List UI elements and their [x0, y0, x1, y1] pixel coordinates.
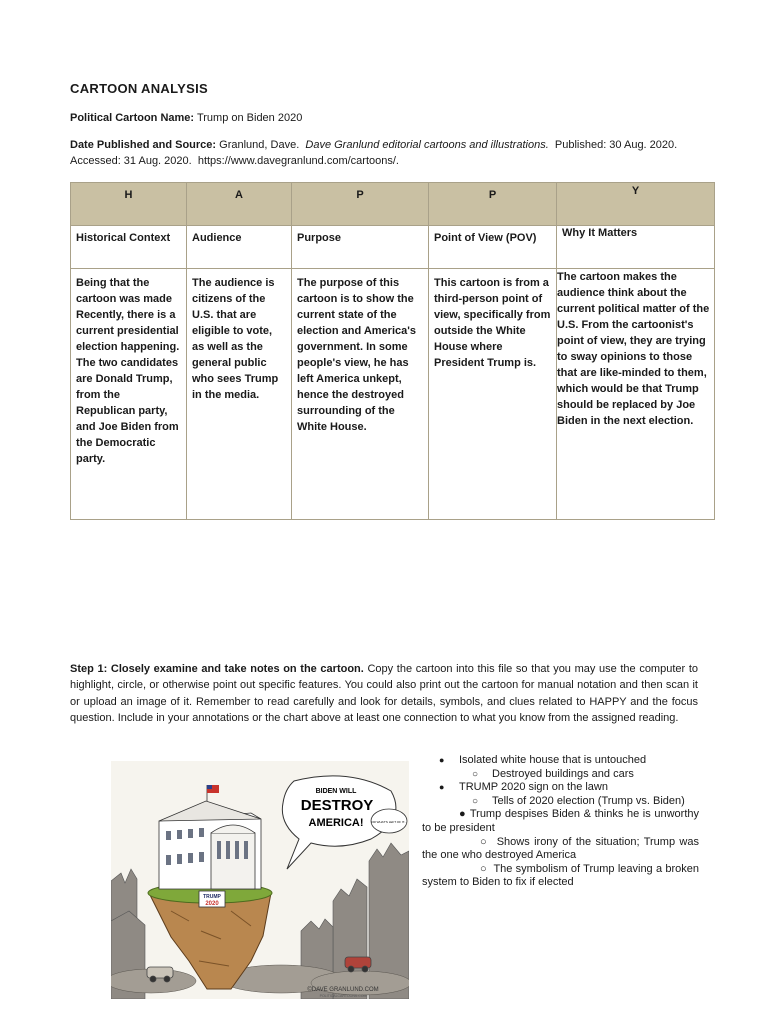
date-source-line: [70, 137, 700, 169]
note-subitem: ○ Destroyed buildings and cars: [422, 768, 699, 782]
source-accessed: Accessed: 31 Aug. 2020.: [70, 155, 192, 167]
date-source-label: Date Published and Source:: [70, 139, 217, 151]
cell-audience: The audience is citizens of the U.S. that are eligible to vote, as well as the general public who sees Trump in the media.: [187, 269, 292, 520]
cartoon-signature: ©DAVE GRANLUND.COM: [307, 987, 379, 993]
note-text: Trump despises Biden & thinks he is unworthy to be president: [422, 808, 700, 834]
letter-a: A: [187, 183, 292, 226]
letter-p2: P: [429, 183, 557, 226]
note-text: Shows irony of the situation; Trump was the one who destroyed America: [422, 835, 699, 862]
note-subitem: [422, 863, 699, 890]
sign-line2: 2020: [205, 901, 219, 907]
note-item: [422, 808, 699, 835]
header-purpose: Purpose: [292, 226, 429, 269]
circle-bullet-icon: ○: [480, 862, 494, 875]
letter-h: H: [71, 183, 187, 226]
cartoon-name-value: Trump on Biden 2020: [196, 112, 303, 124]
step1-paragraph: [70, 661, 698, 726]
cartoon-signature-sub: POLITICALCARTOONS.COM: [319, 994, 367, 998]
cell-purpose: The purpose of this cartoon is to show the current state of the election and America's government. In some people's view, he has left America unkept, hence the destroyed surrounding of the White House.: [292, 269, 429, 520]
cell-historical-context: Being that the cartoon was made Recently, there is a current presidential election happening. The two candidates are Donald Trump, from the Republican party, and Joe Biden from the Democratic party.: [71, 269, 187, 520]
table-header-row: [71, 226, 715, 269]
note-subitem: [422, 836, 699, 863]
circle-bullet-icon: ○: [480, 835, 497, 848]
sign-line1: TRUMP: [203, 894, 221, 900]
note-item: ● TRUMP 2020 sign on the lawn: [422, 781, 699, 795]
note-item: ● Isolated white house that is untouched: [422, 754, 699, 768]
cell-why-it-matters: The cartoon makes the audience think about the current political matter of the U.S. From the cartoonist's point of view, they are trying to sway opinions to those that are like-minded to them, which would be that Trump should be replaced by Joe Biden in the next election.: [557, 269, 715, 520]
header-why-it-matters: Why It Matters: [557, 226, 715, 269]
letter-p1: P: [292, 183, 429, 226]
source-published: Published: 30 Aug. 2020.: [554, 139, 678, 151]
source-url: https://www.davegranlund.com/cartoons/.: [197, 155, 399, 167]
note-subitem: ○ Tells of 2020 election (Trump vs. Biden): [422, 795, 699, 809]
table-row: [71, 269, 715, 520]
header-historical-context: Historical Context: [71, 226, 187, 269]
step1-text: Copy the cartoon into this file so that you may use the computer to highlight, circle, or otherwise point out specific features. You could also print out the cartoon for manual notation and then scan it or upload an image of it. Remember to read carefully and look for details, symbols, and clues related to HAPPY and the focus question. Include in your annotations or the chart above at least one connection to what you know from the assigned reading.: [70, 663, 698, 724]
letter-y: Y: [557, 183, 715, 226]
source-author: Granlund, Dave.: [219, 139, 300, 151]
notes-list: [422, 754, 699, 890]
bubble-line2: DESTROY: [300, 797, 374, 814]
document-title: CARTOON ANALYSIS: [70, 81, 208, 96]
happy-table: [70, 182, 715, 520]
bubble-line1: BIDEN WILL: [315, 788, 357, 795]
source-title: Dave Granlund editorial cartoons and illustrations.: [305, 139, 549, 151]
cartoon-name-line: [70, 110, 302, 126]
bullet-icon: ●: [459, 808, 470, 821]
cell-point-of-view: This cartoon is from a third-person point of view, specifically from outside the White House where President Trump is.: [429, 269, 557, 520]
political-cartoon-image: [111, 761, 409, 999]
header-audience: Audience: [187, 226, 292, 269]
small-bubble-text: OR WHAT'S LEFT OF IT...: [371, 820, 407, 824]
trump-2020-sign: [199, 891, 225, 907]
table-letter-row: [71, 183, 715, 226]
bubble-line3: AMERICA!: [308, 817, 364, 829]
header-point-of-view: Point of View (POV): [429, 226, 557, 269]
cartoon-name-label: Political Cartoon Name:: [70, 112, 195, 124]
note-text: The symbolism of Trump leaving a broken system to Biden to fix if elected: [422, 862, 699, 889]
step1-heading: Step 1: Closely examine and take notes on the cartoon.: [70, 663, 364, 675]
